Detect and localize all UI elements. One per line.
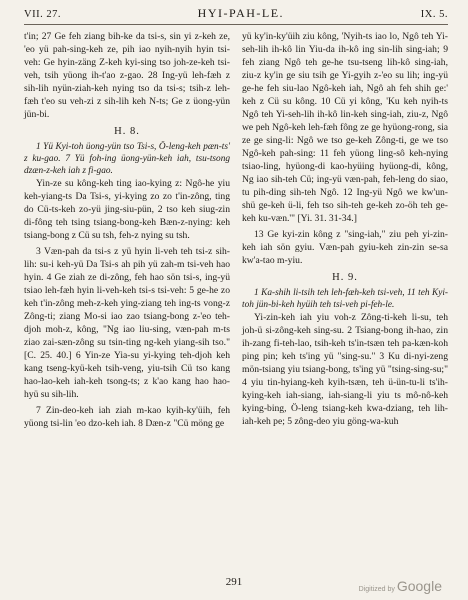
paragraph: 3 Væn-pah da tsi-s z yü hyin li-veh teh tsi-z sih-lih: su-i keh-yü Da Tsi-s ah pih yü zah-m tsi-veh hao hyin. 4 Ge ziah ze di-zông, feh hao sön tsi-s, ing-yü tsiao leh-fæh hyin li-veh-keh tsi-s tsi-veh: 5 ge-he zo keh t'in-zông meh-z-keh ying-ziang teh ing-ts vong-z Zông-ti; ziang Mo-si iao zao tsiang-bong z-'eo teh-djoh moh-z, kông, "Ng iao liu-sing, væn-pah m-ts ziao zai-sæn-zông su tsin-ting ng-keh yiang-sih tso." [C. 25. 40.] 6 Yin-ze Yia-su yi-kying teh-djoh keh kang tseng-kyü-keh tsih-veng, yiu-tsih Cü tso kang hao-lao-keh iah-keh tsong-ts; z k'ao kang hao hao-hyü su sih-lih. — [24, 246, 230, 400]
paragraph: yü ky'in-ky'üih ziu kông, 'Nyih-ts iao lo, Ngô teh Yi-seh-lih ih-kô lin Yiu-da ih-kô ing sin-lih sing-iah; 9 feh ziang Ngô teh ge-he tsu-tseng lih-kô sing-iah, ziu-z ky'in ge siu tsih ge Yi-gyih z-'eo su lih; ing-yü ge-he feh siu-lao Ngô-keh iah, Ngô ah feh shih ge:' keh z Cü su kông. 10 Cü yi kông, 'Ku keh nyih-ts Ngô teh Yi-seh-lih ih-kô lin-keh sing-iah, ziu-z, Ngô we peh Ngô-keh leh-fæh fông ze ge hyüong-rong, sia ze ge sing-li: Ngô we tso ge-keh Zông-ti, ge we tso Ngô-keh pah-sing: 11 feh yüong ling-sô keh-nying tsiao-ling, hyüong-di kao-hyüing hyüong-di, kông, Ng iao sih-teh Cü; ing-yü væn-pah, feh-leng do siao, tu pih-ding sih-teh Ngô. 12 Ing-yü Ngô we kw'un-shü ge-keh ü-li, feh tso sih-teh ge-keh zo-öh teh ge-keh ku-væn.'" [Yi. 31. 31-34.] — [242, 31, 448, 224]
chapter-heading: H. 8. — [114, 126, 140, 137]
digitized-watermark — [359, 578, 442, 594]
header-left: VII. 27. — [24, 9, 61, 20]
watermark-prefix: Digitized by — [358, 586, 395, 593]
chapter-summary: 1 Yü Kyi-toh üong-yün tso Tsi-s, Ö-leng-keh pæn-ts' z ku-gao. 7 Yü foh-ing üong-yün-keh iah, tsu-tsong dzæn-z-keh iah z fi-gao. — [24, 142, 230, 176]
chapter-heading: H. 9. — [332, 272, 358, 283]
paragraph: t'in; 27 Ge feh ziang bih-ke da tsi-s, sin yi z-keh ze, 'eo yü pah-sing-keh ze, pih iao nyih-nyih hyin tsi-veh: Ge hyin-zäng Z-keh kyi-sing tso joh-ze-keh tsi-veh, tsih yüong ih-t'ao z-gao. 28 Ing-yü leh-fæh z sih-lih nyün-ziah-keh nying tso da tsi-s; tsih-z leh-fæh t'eo su veh-zi z sih-lih keh N-ts; Ge z üong-yün jün-bi. — [24, 31, 230, 120]
header-right: IX. 5. — [420, 9, 448, 20]
page-number: 291 — [225, 576, 243, 588]
chapter-summary: 1 Ka-shih li-tsih teh leh-fæh-keh tsi-veh, 11 teh Kyi-toh jün-bi-keh hyüih teh tsi-veh pi-feh-le. — [242, 288, 448, 310]
text-columns — [24, 30, 448, 430]
paragraph: Yi-zin-keh iah yiu voh-z Zông-ti-keh li-su, teh joh-ü si-zông-keh sing-su. 2 Tsiang-bong ih-hao, zin ih-zang fi-teh-lao, tsih-keh ts'in-tsæn teh pa-kæn-koh ping pin; keh ts'ing yü "sing-su." 3 Ku di-nyi-zeng mön-tsiang yiu tsiang-bong, ts'ing yü "tsing-sing-su;" 4 yiu tin-hyiang-keh kyih-tsæn, teh ü-ün-tu-li ts'ih-kying-keh iah-siang, iah-siang-li yiu ts mô-nô-keh kying-bing, Ö-leng tsiang-keh kwa-dziang, teh lih-iah-keh pe; 5 zông-deo yiu göng-wa-kuh — [242, 312, 448, 427]
google-logo: Google — [396, 578, 442, 594]
paragraph: 13 Ge kyi-zin kông z "sing-iah," ziu peh yi-zin-keh iah sön gyiu. Væn-pah gyiu-keh zin-zin se-sa kw'a-tao m-yiu. — [242, 229, 448, 266]
paragraph: Yin-ze su kông-keh ting iao-kying z: Ngô-he yiu keh-yiang-ts Da Tsi-s, yi-kying zo zo t'in-zông, ting do Cü-ts-keh zo-yü jing-siu-pün, 2 tso keh siug-zin di-fông teh tsing tsiang-bong-keh Bæn-z-nying: keh tsiang-bong z Cü su tsh, feh-z nying su tsh. — [24, 178, 230, 241]
right-column — [242, 30, 448, 430]
left-column — [24, 30, 230, 430]
header-title: HYI-PAH-LE. — [197, 6, 285, 20]
running-header — [24, 6, 448, 25]
paragraph: 7 Zin-deo-keh iah ziah m-kao kyih-ky'üih, feh yüong tsi-lin 'eo dzo-keh iah. 8 Dæn-z "Cü möng ge — [24, 405, 230, 429]
